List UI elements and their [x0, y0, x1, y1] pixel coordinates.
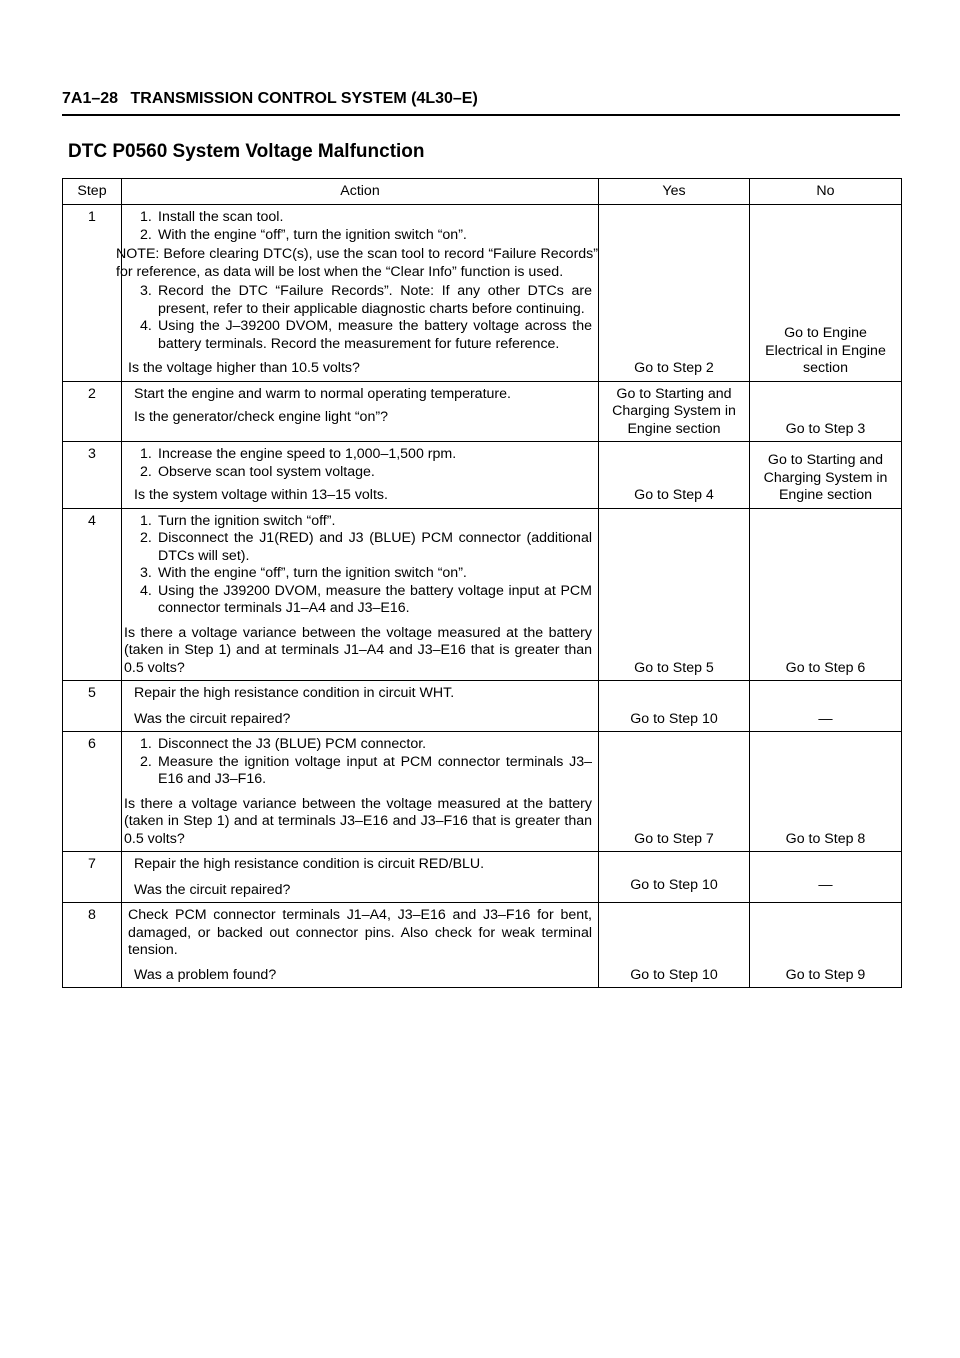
action-list: [128, 283, 592, 353]
question-text: Is there a voltage variance between the voltage measured at the battery (taken in Step 1) and at terminals J1–A4 and J3–E16 that is greater than 0.5 volts?: [124, 624, 592, 676]
diagnostic-table: [62, 178, 902, 988]
step-number: 1: [63, 205, 122, 382]
yes-cell: Go to Step 5: [599, 508, 750, 681]
question-text: Is the voltage higher than 10.5 volts?: [128, 360, 360, 376]
section-title: TRANSMISSION CONTROL SYSTEM (4L30–E): [130, 90, 478, 107]
yes-cell: Go to Step 7: [599, 732, 750, 852]
action-cell: [122, 903, 599, 988]
question-text: Was a problem found?: [134, 966, 277, 983]
list-item: 2. Disconnect the J1(RED) and J3 (BLUE) PCM connector (additional DTCs will set).: [140, 530, 592, 564]
list-item: 4. Using the J39200 DVOM, measure the battery voltage input at PCM connector terminals J1–A4 and J3–E16.: [140, 582, 592, 616]
table-row: [63, 508, 902, 681]
no-cell: Go to Starting and Charging System in Engine section: [750, 442, 902, 509]
no-cell: Go to Engine Electrical in Engine section: [750, 205, 902, 382]
question-text: Is there a voltage variance between the voltage measured at the battery (taken in Step 1) and at terminals J3–E16 and J3–F16 that is greater than 0.5 volts?: [124, 795, 592, 847]
column-header-step: Step: [63, 179, 122, 205]
table-row: [63, 903, 902, 988]
list-item: 1. Increase the engine speed to 1,000–1,500 rpm.: [140, 446, 457, 462]
no-cell: —: [750, 852, 902, 903]
action-list: [128, 513, 592, 618]
action-list: [128, 446, 592, 481]
page-header: [62, 90, 900, 116]
column-header-no: No: [750, 179, 902, 205]
column-header-action: Action: [122, 179, 599, 205]
action-text: Start the engine and warm to normal operating temperature.: [134, 385, 511, 402]
action-cell: [122, 442, 599, 509]
yes-cell: Go to Step 10: [599, 852, 750, 903]
table-row: [63, 381, 902, 442]
action-cell: [122, 681, 599, 732]
table-row: [63, 681, 902, 732]
yes-cell: Go to Step 10: [599, 681, 750, 732]
no-cell: Go to Step 6: [750, 508, 902, 681]
action-text: Repair the high resistance condition is circuit RED/BLU.: [134, 856, 485, 872]
table-row: [63, 732, 902, 852]
table-row: [63, 442, 902, 509]
yes-cell: Go to Starting and Charging System in Engine section: [599, 381, 750, 442]
step-number: 5: [63, 681, 122, 732]
no-cell: Go to Step 9: [750, 903, 902, 988]
list-item: 1. Install the scan tool.: [140, 209, 284, 225]
no-cell: Go to Step 8: [750, 732, 902, 852]
page-title: DTC P0560 System Voltage Malfunction: [68, 141, 425, 162]
no-cell: Go to Step 3: [750, 381, 902, 442]
list-item: 1. Turn the ignition switch “off”.: [140, 512, 336, 529]
action-cell: [122, 732, 599, 852]
step-number: 2: [63, 381, 122, 442]
question-text: Was the circuit repaired?: [134, 710, 291, 727]
yes-cell: Go to Step 2: [599, 205, 750, 382]
action-list: [128, 736, 592, 789]
list-item: 3. Record the DTC “Failure Records”. Note: If any other DTCs are present, refer to their applicable diagnostic charts before continuing.: [140, 283, 592, 317]
list-item: 3. With the engine “off”, turn the ignition switch “on”.: [140, 565, 467, 581]
question-text: Was the circuit repaired?: [134, 881, 291, 898]
step-number: 4: [63, 508, 122, 681]
section-number: 7A1–28: [62, 90, 119, 107]
list-item: 2. With the engine “off”, turn the ignition switch “on”.: [140, 226, 467, 243]
step-number: 7: [63, 852, 122, 903]
list-item: 2. Measure the ignition voltage input at PCM connector terminals J3–E16 and J3–F16.: [140, 753, 592, 787]
note-text: NOTE: Before clearing DTC(s), use the scan tool to record “Failure Records” for reference, as data will be lost when the “Clear Info” function is used.: [116, 246, 598, 280]
step-number: 6: [63, 732, 122, 852]
step-number: 3: [63, 442, 122, 509]
question-text: Is the system voltage within 13–15 volts.: [134, 487, 388, 503]
list-item: 4. Using the J–39200 DVOM, measure the battery voltage across the battery terminals. Record the measurement for future reference.: [140, 318, 592, 352]
yes-cell: Go to Step 10: [599, 903, 750, 988]
action-cell: [122, 381, 599, 442]
list-item: 1. Disconnect the J3 (BLUE) PCM connector.: [140, 736, 427, 752]
yes-cell: Go to Step 4: [599, 442, 750, 509]
action-cell: [122, 852, 599, 903]
action-text: Check PCM connector terminals J1–A4, J3–E16 and J3–F16 for bent, damaged, or backed out connector pins. Also check for weak terminal tension.: [128, 907, 592, 958]
table-header-row: [63, 179, 902, 205]
action-cell: [122, 508, 599, 681]
table-row: [63, 852, 902, 903]
action-cell: [116, 205, 599, 382]
table-row: [63, 205, 902, 382]
column-header-yes: Yes: [599, 179, 750, 205]
no-cell: —: [750, 681, 902, 732]
action-text: Repair the high resistance condition in circuit WHT.: [134, 685, 455, 701]
list-item: 2. Observe scan tool system voltage.: [140, 463, 375, 480]
question-text: Is the generator/check engine light “on”?: [134, 409, 388, 425]
action-list: [128, 209, 592, 244]
step-number: 8: [63, 903, 122, 988]
